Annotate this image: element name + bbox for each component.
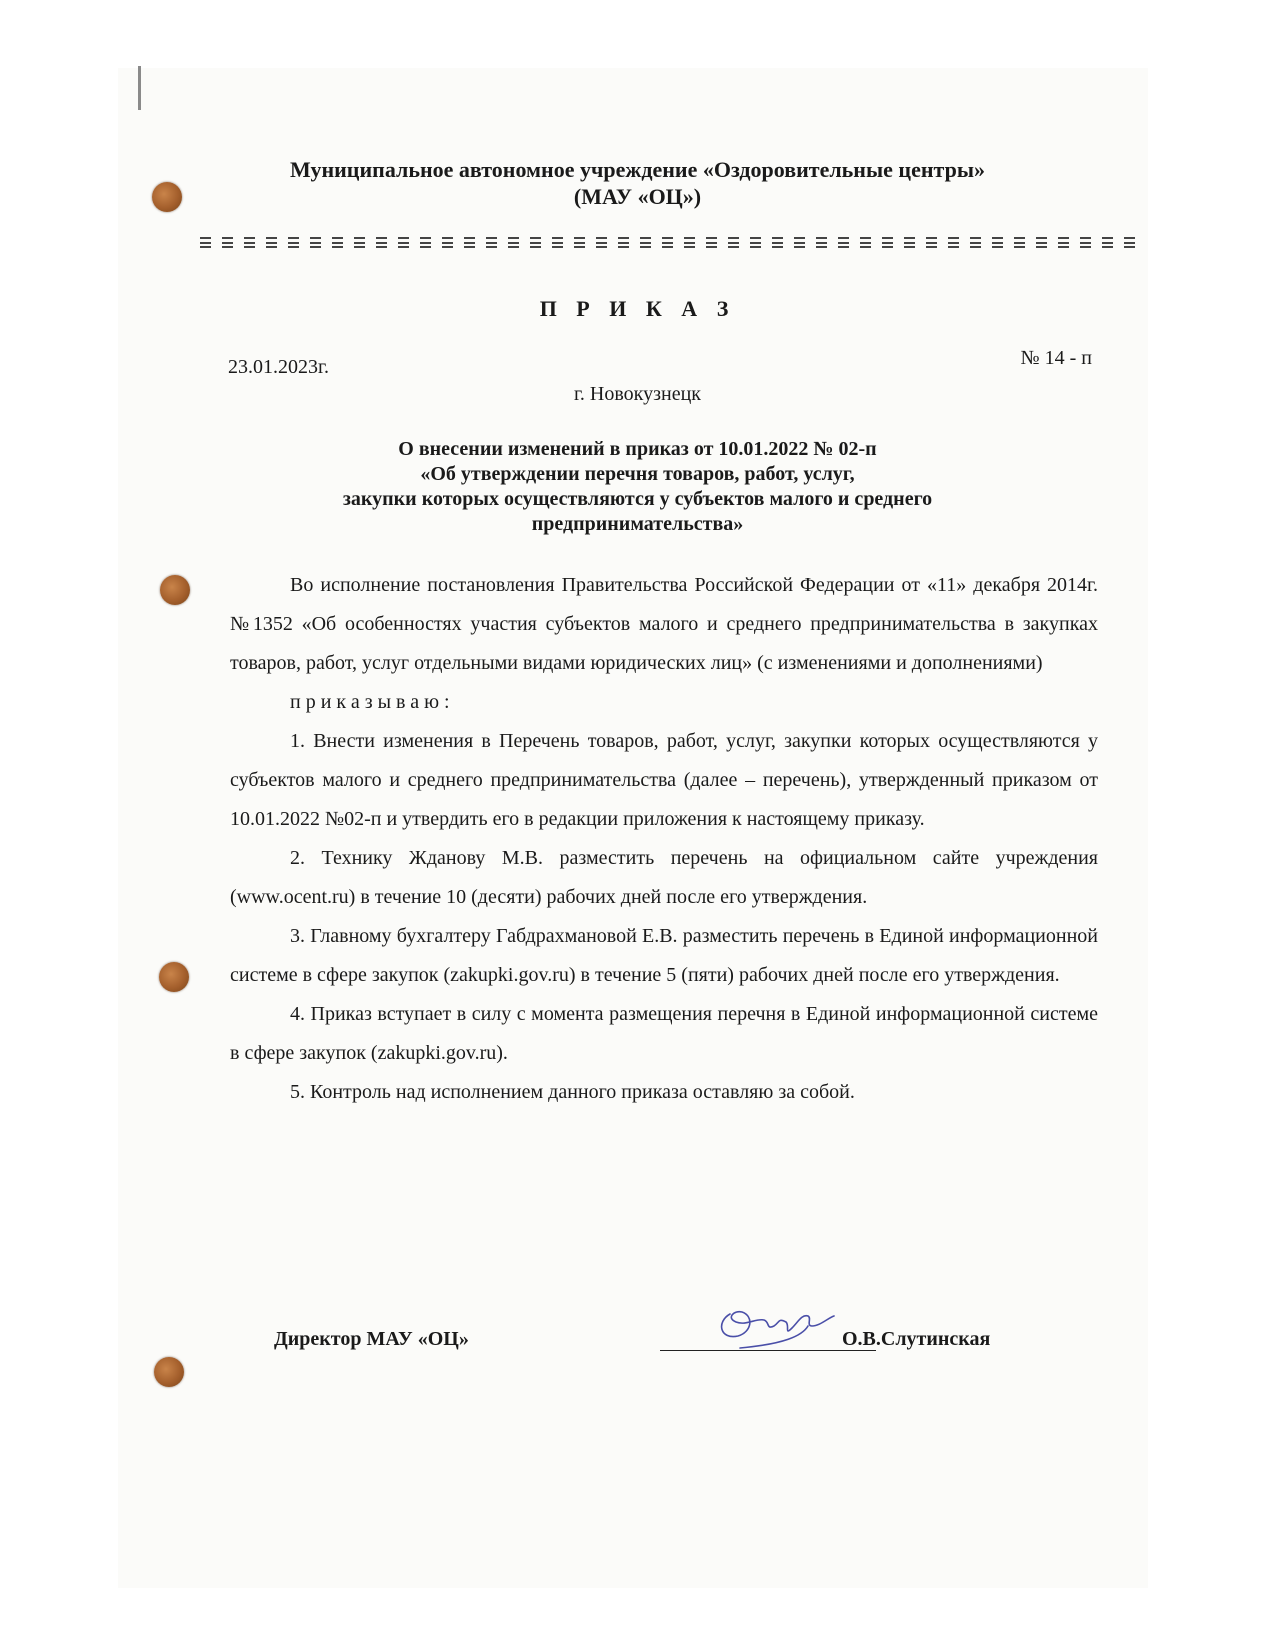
order-item: 2. Технику Жданову М.В. разместить перечень на официальном сайте учреждения (www.ocent.ru) в течение 10 (десяти) рабочих дней после его утверждения. (230, 847, 1098, 908)
document-title: П Р И К А З (539, 296, 736, 321)
punch-hole (154, 1357, 184, 1387)
header-separator (200, 237, 1138, 248)
document-number: № 14 - п (1020, 347, 1092, 369)
punch-hole (159, 962, 189, 992)
organization-short-name: (МАУ «ОЦ») (573, 184, 702, 209)
subject-line: «Об утверждении перечня товаров, работ, услуг, (420, 463, 855, 485)
signatory-position: Директор МАУ «ОЦ» (274, 1328, 469, 1350)
document-date: 23.01.2023г. (228, 356, 329, 378)
order-item: 3. Главному бухгалтеру Габдрахмановой Е.В. разместить перечень в Единой информационной системе в сфере закупок (zakupki.gov.ru) в течение 5 (пяти) рабочих дней после его утверждения. (230, 925, 1098, 986)
scan-edge-mark (138, 66, 141, 110)
order-subject (0, 437, 1275, 537)
subject-line: закупки которых осуществляются у субъектов малого и среднего (342, 488, 933, 510)
punch-hole (160, 575, 190, 605)
subject-line: предпринимательства» (531, 513, 744, 535)
handwritten-signature (712, 1296, 852, 1356)
organization-name: Муниципальное автономное учреждение «Оздоровительные центры» (289, 157, 986, 182)
subject-line: О внесении изменений в приказ от 10.01.2022 № 02-п (398, 438, 877, 460)
order-body (230, 566, 1098, 1112)
preamble-paragraph: Во исполнение постановления Правительства Российской Федерации от «11» декабря 2014г. №1352 «Об особенностях участия субъектов малого и среднего предпринимательства в закупках товаров, работ, услуг отдельными видами юридических лиц» (с изменениями и дополнениями) (230, 574, 1098, 674)
order-item: 1. Внести изменения в Перечень товаров, работ, услуг, закупки которых осуществляются у субъектов малого и среднего предпринимательства (далее – перечень), утвержденный приказом от 10.01.2022 №02-п и утвердить его в редакции приложения к настоящему приказу. (230, 730, 1098, 830)
document-city: г. Новокузнецк (573, 383, 702, 405)
order-item: 4. Приказ вступает в силу с момента размещения перечня в Единой информационной системе в сфере закупок (zakupki.gov.ru). (230, 1003, 1098, 1064)
order-item: 5. Контроль над исполнением данного приказа оставляю за собой. (290, 1081, 855, 1103)
signatory-name: О.В.Слутинская (842, 1328, 991, 1350)
order-word: приказываю: (290, 691, 455, 713)
